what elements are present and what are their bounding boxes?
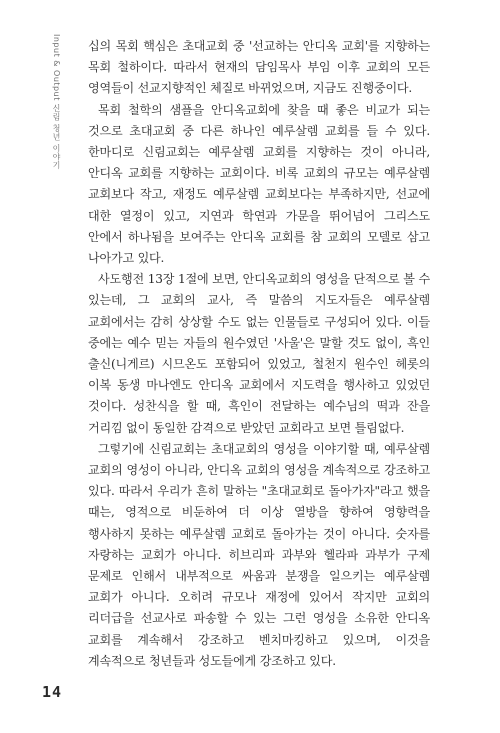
page-number: 14: [42, 683, 63, 701]
body-text: [88, 36, 430, 672]
paragraph: 그렇기에 신림교회는 초대교회의 영성을 이야기할 때, 예루살렘 교회의 영성이 아니라, 안디옥 교회의 영성을 계속적으로 강조하고 있다. 따라서 우리가 흔히 말하는 "초대교회로 돌아가자"라고 했을 때는, 영적으로 비둔하여 더 이상 열방을 향하여 영향력을 행사하지 못하는 예루살렘 교회로 돌아가는 것이 아니다. 숫자를 자랑하는 교회가 아니다. 히브리파 과부와 헬라파 과부가 구제 문제로 인해서 내부적으로 싸움과 분쟁을 일으키는 예루살렘 교회가 아니다. 오히려 규모나 재정에 있어서 작지만 교회의 리더급을 선교사로 파송할 수 있는 그런 영성을 소유한 안디옥 교회를 계속해서 강조하고 벤치마킹하고 있으며, 이것을 계속적으로 청년들과 성도들에게 강조하고 있다.: [88, 441, 430, 668]
paragraph: 목회 철학의 샘플을 안디옥교회에 찾을 때 좋은 비교가 되는 것으로 초대교회 중 다른 하나인 예루살렘 교회를 들 수 있다. 한마디로 신림교회는 예루살렘 교회를 지향하는 것이 아니라, 안디옥 교회를 지향하는 교회이다. 비록 교회의 규모는 예루살렘 교회보다 작고, 재정도 예루살렘 교회보다는 부족하지만, 선교에 대한 열정이 있고, 지연과 학연과 가문을 뛰어넘어 그리스도 안에서 하나됨을 보여주는 안디옥 교회를 참 교회의 모델로 삼고 나아가고 있다.: [88, 102, 430, 266]
paragraph: 십의 목회 핵심은 초대교회 중 '선교하는 안디옥 교회'를 지향하는 목회 철하이다. 따라서 현재의 담임목사 부임 이후 교회의 모든 영역들이 선교지향적인 체질로 바뀌었으며, 지금도 진행중이다.: [88, 39, 430, 96]
running-head: Input & Output 신림 청년 이야기: [52, 34, 61, 170]
paragraph: 사도행전 13장 1절에 보면, 안디옥교회의 영성을 단적으로 볼 수 있는데, 그 교회의 교사, 즉 말씀의 지도자들은 예루살렘 교회에서는 감히 상상할 수도 없는 인물들로 구성되어 있다. 이들 중에는 예수 믿는 자들의 원수였던 '사울'은 말할 것도 없이, 흑인 출신(니게르) 시므온도 포함되어 있었고, 철천지 원수인 헤롯의 이복 동생 마나엔도 안디옥 교회에서 지도력을 행사하고 있었던 것이다. 성찬식을 할 때, 흑인이 전달하는 예수님의 떡과 잔을 거리낌 없이 동일한 감격으로 받았던 교회라고 보면 틀림없다.: [88, 272, 430, 435]
